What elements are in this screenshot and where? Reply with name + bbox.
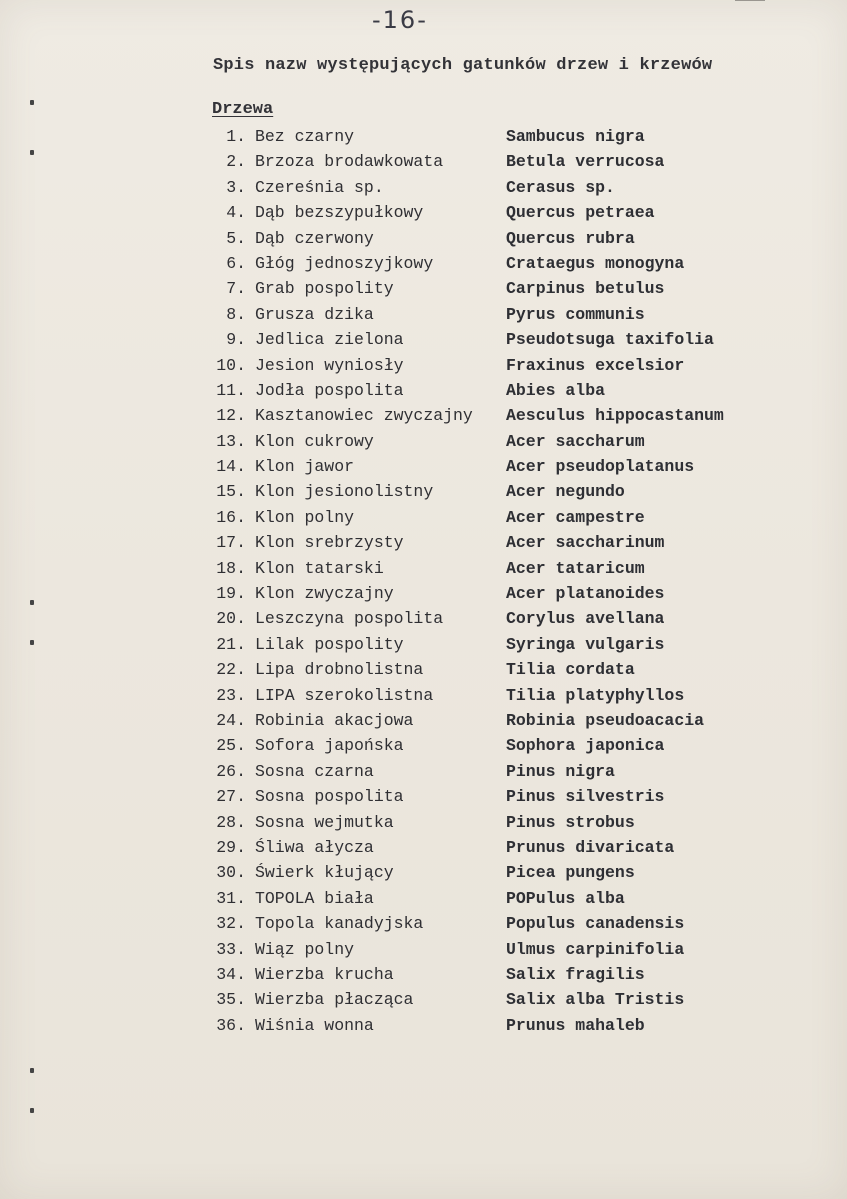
latin-name: Abies alba	[506, 380, 606, 400]
list-item	[0, 378, 847, 403]
polish-name: Klon cukrowy	[255, 431, 374, 451]
item-number: 24.	[216, 710, 246, 730]
item-number: 31.	[216, 888, 246, 908]
polish-name: Klon srebrzysty	[255, 533, 404, 553]
list-item	[0, 353, 847, 378]
latin-name: Acer campestre	[506, 507, 645, 527]
latin-name: Quercus petraea	[506, 203, 655, 223]
list-item	[0, 759, 847, 784]
polish-name: Sosna czarna	[255, 761, 374, 781]
item-number: 25.	[216, 736, 246, 756]
latin-name: POPulus alba	[506, 888, 625, 908]
latin-name: Acer negundo	[506, 482, 625, 502]
polish-name: Dąb czerwony	[255, 228, 374, 248]
list-item	[0, 276, 847, 301]
margin-mark	[30, 1108, 34, 1113]
list-item	[0, 251, 847, 276]
item-number: 33.	[216, 939, 246, 959]
item-number: 34.	[216, 964, 246, 984]
item-number: 20.	[216, 609, 246, 629]
polish-name: Jodła pospolita	[255, 380, 404, 400]
item-number: 6.	[226, 253, 246, 273]
species-list	[0, 124, 847, 1038]
latin-name: Acer pseudoplatanus	[506, 457, 695, 477]
polish-name: Czereśnia sp.	[255, 177, 384, 197]
item-number: 18.	[216, 558, 246, 578]
latin-name: Betula verrucosa	[506, 152, 665, 172]
item-number: 21.	[216, 634, 246, 654]
polish-name: TOPOLA biała	[255, 888, 374, 908]
item-number: 1.	[226, 127, 246, 146]
item-number: 27.	[216, 787, 246, 807]
item-number: 15.	[216, 482, 246, 502]
polish-name: Robinia akacjowa	[255, 710, 414, 730]
latin-name: Syringa vulgaris	[506, 634, 665, 654]
polish-name: Sofora japońska	[255, 736, 404, 756]
margin-mark	[30, 100, 34, 105]
list-item	[0, 302, 847, 327]
list-item	[0, 708, 847, 733]
polish-name: Klon tatarski	[255, 558, 384, 578]
latin-name: Pinus nigra	[506, 761, 615, 781]
page-number: -16-	[372, 6, 428, 34]
latin-name: Carpinus betulus	[506, 279, 665, 299]
item-number: 22.	[216, 660, 246, 680]
polish-name: Klon zwyczajny	[255, 584, 394, 604]
latin-name: Aesculus hippocastanum	[506, 406, 724, 426]
polish-name: LIPA szerokolistna	[255, 685, 434, 705]
latin-name: Sambucus nigra	[506, 127, 645, 146]
polish-name: Śliwa ałycza	[255, 837, 374, 857]
polish-name: Jesion wyniosły	[255, 355, 404, 375]
item-number: 2.	[226, 152, 246, 172]
list-item	[0, 835, 847, 860]
polish-name: Głóg jednoszyjkowy	[255, 253, 434, 273]
polish-name: Klon jawor	[255, 457, 355, 477]
polish-name: Grusza dzika	[255, 304, 374, 324]
polish-name: Lipa drobnolistna	[255, 660, 424, 680]
latin-name: Salix fragilis	[506, 964, 645, 984]
item-number: 5.	[226, 228, 246, 248]
list-item	[0, 860, 847, 885]
latin-name: Cerasus sp.	[506, 177, 615, 197]
list-item	[0, 505, 847, 530]
polish-name: Brzoza brodawkowata	[255, 152, 444, 172]
polish-name: Jedlica zielona	[255, 330, 404, 350]
margin-mark	[30, 1068, 34, 1073]
item-number: 23.	[216, 685, 246, 705]
latin-name: Quercus rubra	[506, 228, 635, 248]
latin-name: Acer saccharinum	[506, 533, 665, 553]
list-item	[0, 962, 847, 987]
list-item	[0, 784, 847, 809]
list-item	[0, 911, 847, 936]
list-item	[0, 606, 847, 631]
list-item	[0, 454, 847, 479]
section-heading: Drzewa	[212, 100, 274, 119]
list-item	[0, 657, 847, 682]
item-number: 11.	[216, 380, 246, 400]
polish-name: Kasztanowiec zwyczajny	[255, 406, 473, 426]
list-item	[0, 175, 847, 200]
item-number: 28.	[216, 812, 246, 832]
list-item	[0, 403, 847, 428]
latin-name: Crataegus monogyna	[506, 253, 685, 273]
latin-name: Ulmus carpinifolia	[506, 939, 685, 959]
latin-name: Pinus silvestris	[506, 787, 665, 807]
polish-name: Klon polny	[255, 507, 355, 527]
list-item	[0, 581, 847, 606]
item-number: 14.	[216, 457, 246, 477]
list-item	[0, 632, 847, 657]
paper-edge-mark	[735, 0, 765, 1]
polish-name: Klon jesionolistny	[255, 482, 434, 502]
polish-name: Grab pospolity	[255, 279, 394, 299]
item-number: 26.	[216, 761, 246, 781]
item-number: 16.	[216, 507, 246, 527]
item-number: 4.	[226, 203, 246, 223]
list-item	[0, 200, 847, 225]
item-number: 7.	[226, 279, 246, 299]
latin-name: Robinia pseudoacacia	[506, 710, 705, 730]
latin-name: Acer tataricum	[506, 558, 645, 578]
list-item	[0, 327, 847, 352]
list-item	[0, 886, 847, 911]
list-item	[0, 530, 847, 555]
list-item	[0, 124, 847, 149]
polish-name: Wierzba krucha	[255, 964, 394, 984]
list-item	[0, 226, 847, 251]
list-item	[0, 810, 847, 835]
page-title: Spis nazw występujących gatunków drzew i krzewów	[213, 56, 713, 75]
polish-name: Topola kanadyjska	[255, 914, 424, 934]
item-number: 30.	[216, 863, 246, 883]
item-number: 17.	[216, 533, 246, 553]
latin-name: Pinus strobus	[506, 812, 635, 832]
polish-name: Lilak pospolity	[255, 634, 404, 654]
latin-name: Corylus avellana	[506, 609, 665, 629]
item-number: 36.	[216, 1015, 246, 1035]
list-item	[0, 987, 847, 1012]
polish-name: Świerk kłujący	[255, 863, 394, 883]
item-number: 32.	[216, 914, 246, 934]
list-item	[0, 149, 847, 174]
polish-name: Bez czarny	[255, 127, 355, 146]
polish-name: Leszczyna pospolita	[255, 609, 444, 629]
latin-name: Sophora japonica	[506, 736, 665, 756]
polish-name: Wiąz polny	[255, 939, 355, 959]
latin-name: Populus canadensis	[506, 914, 685, 934]
latin-name: Acer platanoides	[506, 584, 665, 604]
latin-name: Acer saccharum	[506, 431, 645, 451]
polish-name: Dąb bezszypułkowy	[255, 203, 424, 223]
item-number: 9.	[226, 330, 246, 350]
list-item	[0, 429, 847, 454]
item-number: 10.	[216, 355, 246, 375]
latin-name: Tilia platyphyllos	[506, 685, 685, 705]
item-number: 13.	[216, 431, 246, 451]
list-item	[0, 556, 847, 581]
polish-name: Wierzba płacząca	[255, 990, 414, 1010]
latin-name: Picea pungens	[506, 863, 635, 883]
list-item	[0, 1013, 847, 1038]
latin-name: Salix alba Tristis	[506, 990, 685, 1010]
latin-name: Fraxinus excelsior	[506, 355, 685, 375]
item-number: 29.	[216, 837, 246, 857]
latin-name: Tilia cordata	[506, 660, 635, 680]
item-number: 12.	[216, 406, 246, 426]
item-number: 35.	[216, 990, 246, 1010]
latin-name: Prunus mahaleb	[506, 1015, 645, 1035]
polish-name: Sosna pospolita	[255, 787, 404, 807]
list-item	[0, 937, 847, 962]
latin-name: Pseudotsuga taxifolia	[506, 330, 714, 350]
latin-name: Prunus divaricata	[506, 837, 675, 857]
list-item	[0, 479, 847, 504]
item-number: 8.	[226, 304, 246, 324]
item-number: 19.	[216, 584, 246, 604]
item-number: 3.	[226, 177, 246, 197]
latin-name: Pyrus communis	[506, 304, 645, 324]
polish-name: Sosna wejmutka	[255, 812, 394, 832]
list-item	[0, 683, 847, 708]
list-item	[0, 733, 847, 758]
polish-name: Wiśnia wonna	[255, 1015, 374, 1035]
